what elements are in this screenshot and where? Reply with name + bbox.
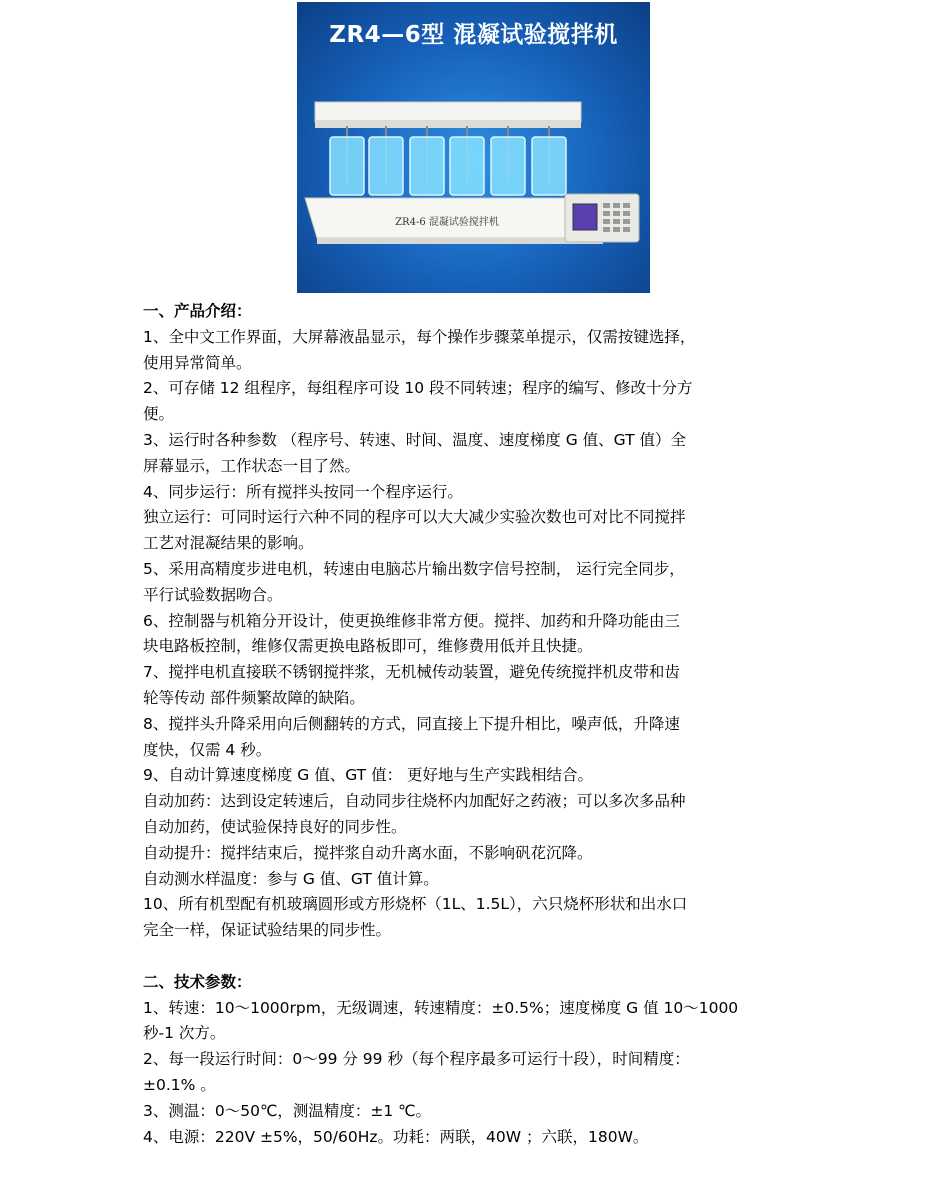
paragraph-line: 2、每一段运行时间：0～99 分 99 秒（每个程序最多可运行十段），时间精度： [143, 1050, 690, 1069]
paragraph-line: 9、自动计算速度梯度 G 值、GT 值： 更好地与生产实践相结合。 [143, 766, 594, 785]
document-body [143, 299, 811, 1150]
paragraph-line: 自动测水样温度：参与 G 值、GT 值计算。 [143, 869, 439, 888]
paragraph-line: 度快，仅需 4 秒。 [143, 740, 272, 759]
paragraph-line: 2、可存储 12 组程序，每组程序可设 10 段不同转速；程序的编写、修改十分方 [143, 379, 693, 398]
paragraph-line: 自动加药，使试验保持良好的同步性。 [143, 817, 407, 836]
paragraph-line: 自动提升：搅拌结束后，搅拌浆自动升离水面，不影响矾花沉降。 [143, 843, 593, 862]
paragraph-line: ±0.1% 。 [143, 1075, 216, 1094]
paragraph-line: 6、控制器与机箱分开设计，使更换维修非常方便。搅拌、加药和升降功能由三 [143, 611, 680, 630]
machine-label: ZR4-6 混凝试验搅拌机 [395, 217, 499, 228]
section-spacer [143, 944, 811, 970]
paragraph-line: 块电路板控制，维修仅需更换电路板即可，维修费用低并且快捷。 [143, 637, 593, 656]
paragraph-line: 轮等传动 部件频繁故障的缺陷。 [143, 688, 365, 707]
paragraph-line: 7、搅拌电机直接联不锈钢搅拌浆，无机械传动装置，避免传统搅拌机皮带和齿 [143, 663, 680, 682]
paragraph-line: 4、电源：220V ±5%，50/60Hz。功耗：两联，40W ；六联，180W。 [143, 1127, 649, 1146]
mixer-machine-illustration [297, 2, 650, 293]
section-heading-product-intro: 一、产品介绍： [143, 302, 252, 320]
paragraph-line: 自动加药：达到设定转速后，自动同步往烧杯内加配好之药液；可以多次多品种 [143, 792, 686, 811]
paragraph-line: 4、同步运行：所有搅拌头按同一个程序运行。 [143, 482, 463, 501]
section-tech-params-lines [143, 996, 811, 1151]
machine-base-shadow [317, 238, 603, 244]
paragraph-line: 3、运行时各种参数 （程序号、转速、时间、温度、速度梯度 G 值、GT 值）全 [143, 430, 687, 449]
product-image-title: ZR4—6型 混凝试验搅拌机 [329, 22, 618, 48]
controller-lcd-screen [573, 204, 597, 230]
paragraph-line: 平行试验数据吻合。 [143, 585, 283, 604]
paragraph-line: 3、测温：0～50℃，测温精度：±1 ℃。 [143, 1101, 432, 1120]
paragraph-line: 8、搅拌头升降采用向后侧翻转的方式，同直接上下提升相比，噪声低，升降速 [143, 714, 680, 733]
paragraph-line: 便。 [143, 405, 175, 424]
paragraph-line: 独立运行：可同时运行六种不同的程序可以大大减少实验次数也可对比不同搅拌 [143, 508, 686, 527]
product-image [297, 2, 650, 293]
beakers [330, 137, 566, 195]
paragraph-line: 屏幕显示，工作状态一目了然。 [143, 456, 361, 475]
paragraph-line: 1、转速：10～1000rpm，无级调速，转速精度：±0.5%；速度梯度 G 值 10～1000 [143, 998, 739, 1017]
paragraph-line: 1、全中文工作界面，大屏幕液晶显示，每个操作步骤菜单提示，仅需按键选择， [143, 327, 696, 346]
paragraph-line: 完全一样，保证试验结果的同步性。 [143, 921, 392, 940]
section-heading-tech-params: 二、技术参数： [143, 972, 252, 991]
section-product-intro-lines [143, 325, 811, 944]
paragraph-line: 5、采用高精度步进电机，转速由电脑芯片输出数字信号控制， 运行完全同步， [143, 559, 685, 578]
paragraph-line: 工艺对混凝结果的影响。 [143, 534, 314, 553]
paragraph-line: 10、所有机型配有机玻璃圆形或方形烧杯（1L、1.5L），六只烧杯形状和出水口 [143, 895, 688, 914]
machine-top-rail [315, 102, 581, 122]
paragraph-line: 秒-1 次方。 [143, 1024, 226, 1043]
paragraph-line: 使用异常简单。 [143, 353, 252, 372]
machine-rail-shadow [315, 120, 581, 128]
